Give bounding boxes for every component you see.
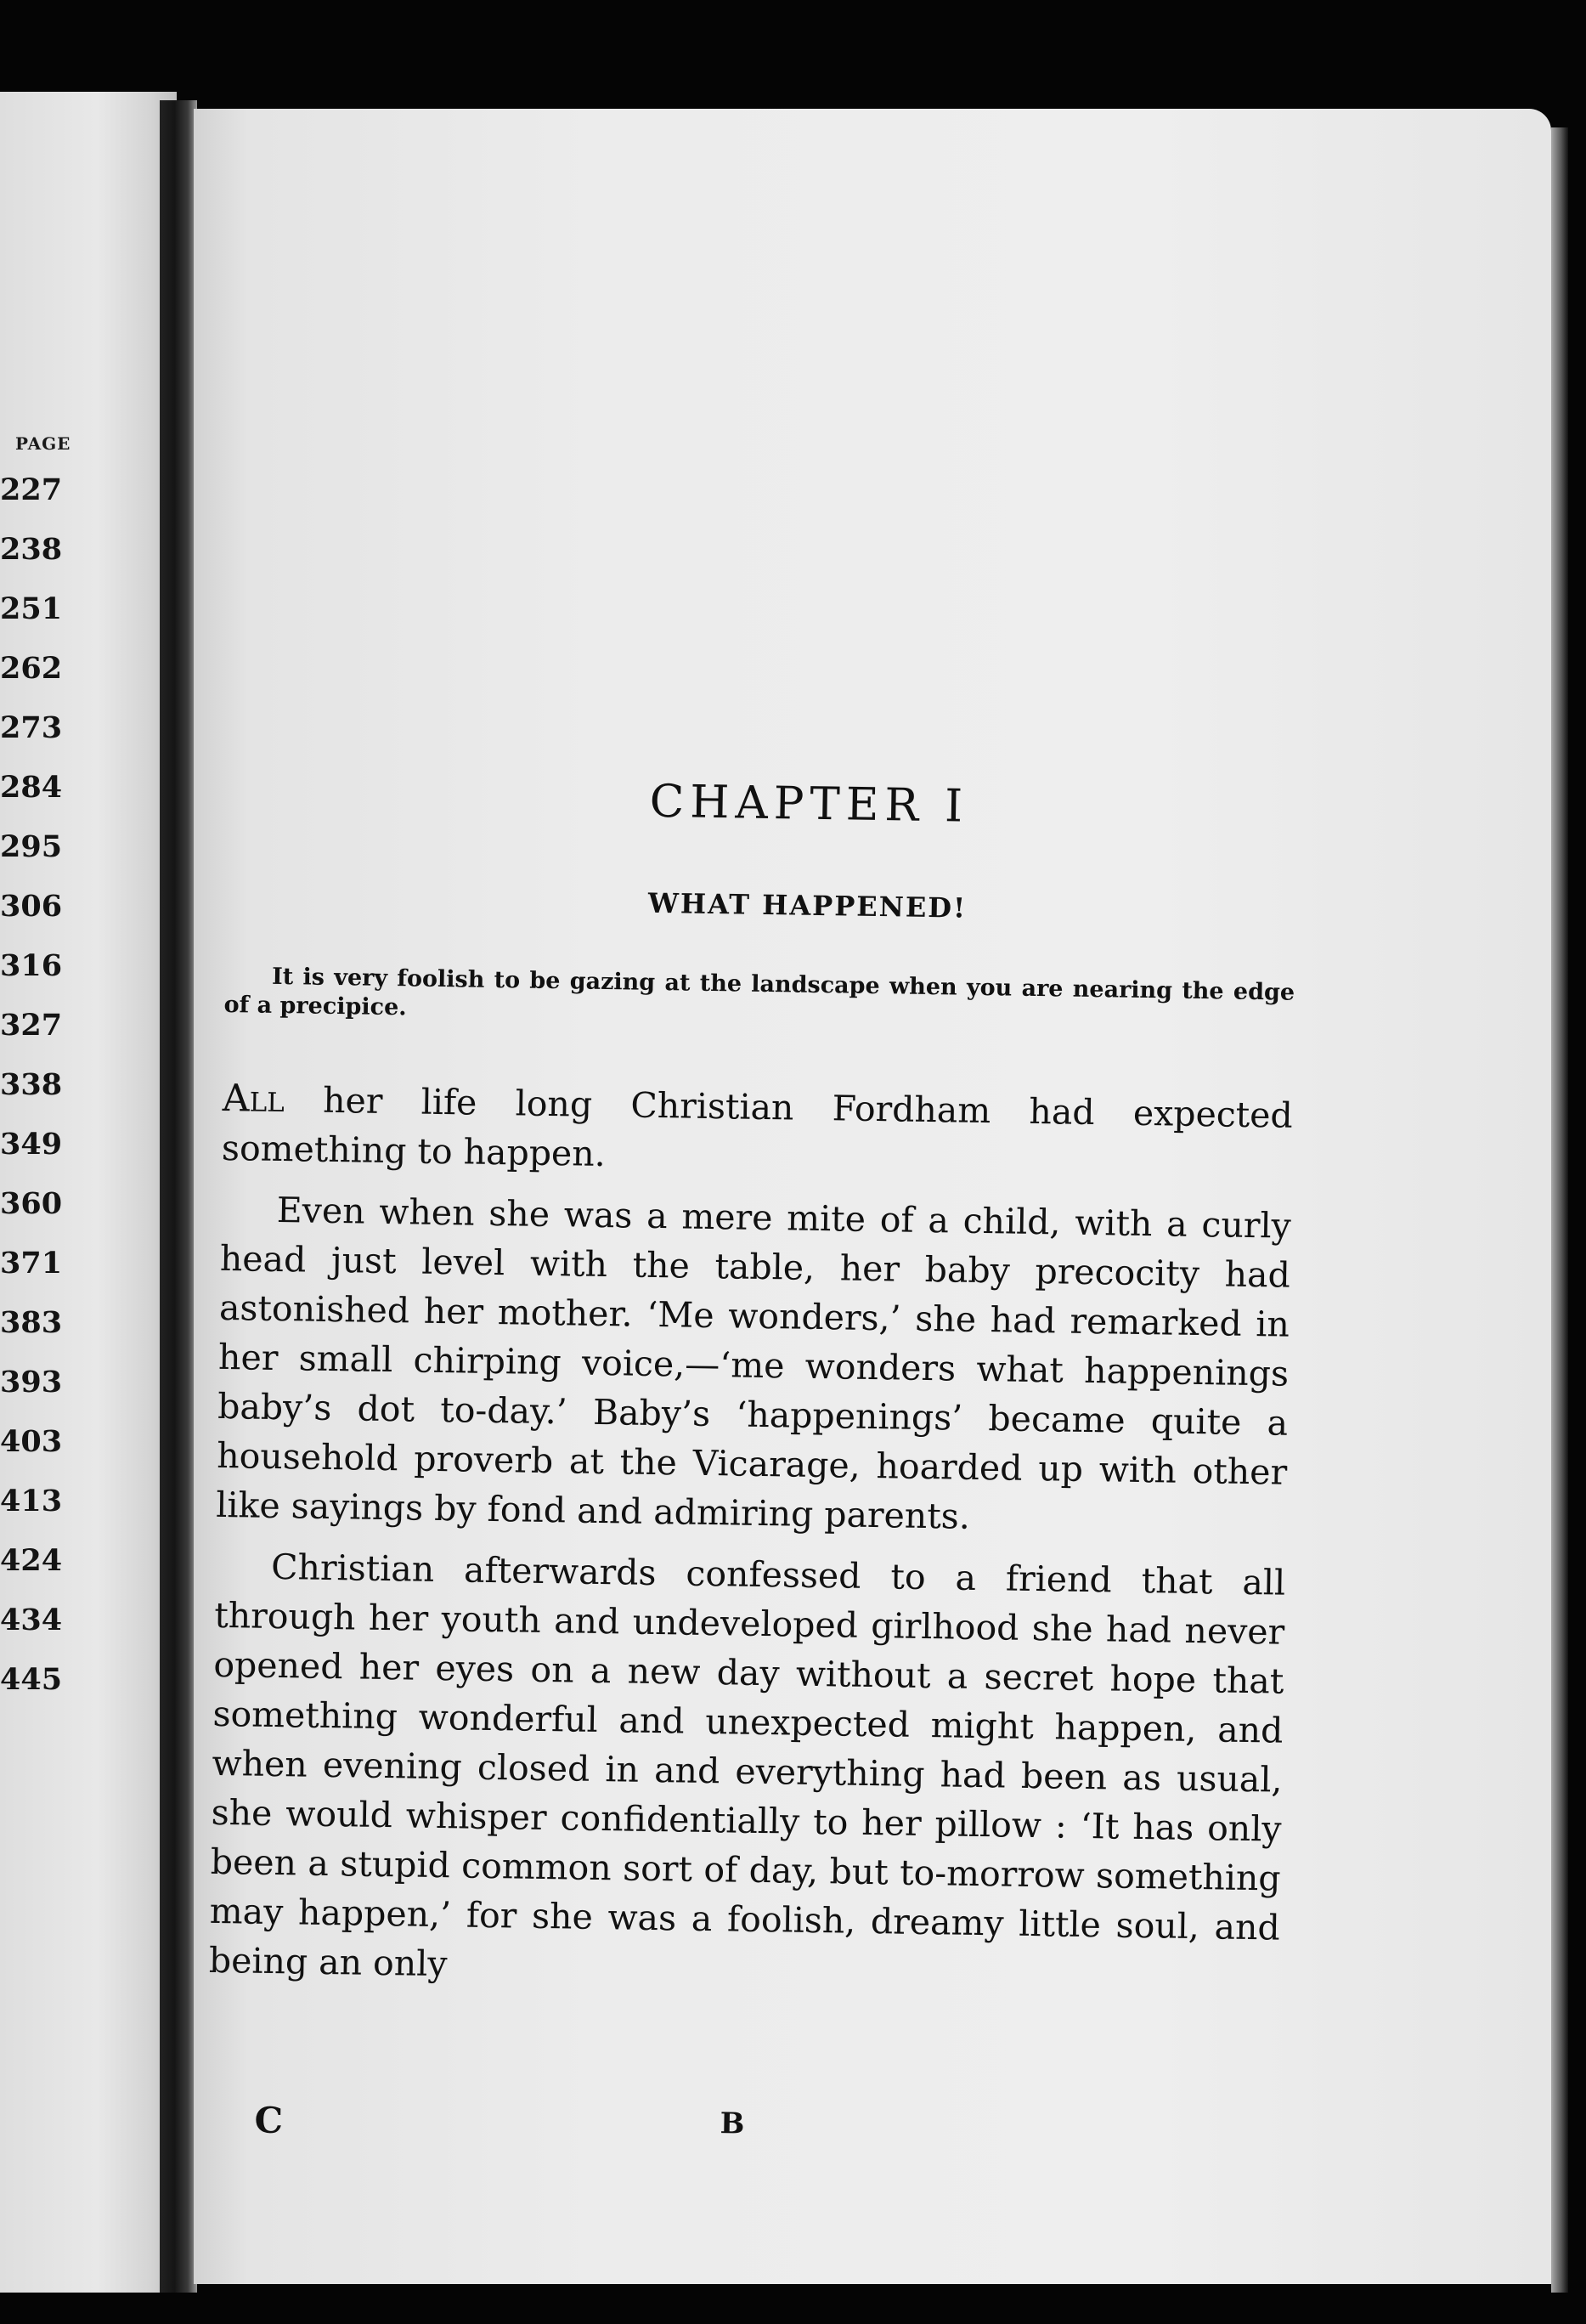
contents-page-number: 306 bbox=[0, 889, 63, 924]
page-number-list bbox=[0, 469, 62, 1718]
contents-page-number: 227 bbox=[0, 472, 63, 507]
footer-mark: C bbox=[254, 2099, 284, 2142]
contents-page-number: 295 bbox=[0, 829, 63, 864]
book-gutter bbox=[160, 100, 197, 2293]
contents-page-number: 262 bbox=[0, 651, 63, 686]
contents-page-number: 424 bbox=[0, 1543, 63, 1578]
contents-page-number: 434 bbox=[0, 1603, 63, 1637]
chapter-epigraph: It is very foolish to be gazing at the landscape when you are nearing the edge of a precipice. bbox=[223, 963, 1295, 1021]
contents-page-number: 284 bbox=[0, 770, 63, 805]
chapter-title: WHAT HAPPENED! bbox=[647, 886, 968, 925]
paragraph: Even when she was a mere mite of a child, with a curly head just level with the table, her baby precocity had astonished her mother. ‘Me wonders,’ she had remarked in her small chirping voice,—‘me wonders what happenings baby’s dot to-day.’ Baby’s ‘happenings’ became quite a household proverb at the Vicarage, hoarded up with other like sayings by fond and admiring parents. bbox=[216, 1189, 1292, 1537]
contents-page-number: 338 bbox=[0, 1067, 63, 1102]
paragraph-text: her life long Christian Fordham had expected something to happen. bbox=[221, 1079, 1294, 1175]
contents-page-number: 371 bbox=[0, 1246, 63, 1281]
contents-page-number: 360 bbox=[0, 1186, 63, 1221]
contents-page-number: 238 bbox=[0, 532, 63, 567]
paragraph-lead-word: All bbox=[222, 1076, 285, 1122]
contents-page-number: 445 bbox=[0, 1662, 63, 1697]
contents-page-number: 251 bbox=[0, 591, 63, 626]
contents-page-number: 383 bbox=[0, 1305, 63, 1340]
page-edge-shadow bbox=[1551, 127, 1568, 2293]
chapter-heading: CHAPTER I bbox=[649, 775, 969, 833]
paragraph bbox=[222, 1074, 1294, 1190]
paragraph: Christian afterwards confessed to a friend that all through her youth and undeveloped girlhood she had never opened her eyes on a new day without a secret hope that something wonderful and unexpected might happen, and when evening closed in and everything had been as usual, she would whisper confidentially to her pillow : ‘It has only been a stupid common sort of day, but to-morrow something may happen,’ for she was a foolish, dreamy little soul, and being an only bbox=[208, 1546, 1286, 1985]
facing-contents-page bbox=[0, 92, 177, 2293]
contents-page-number: 349 bbox=[0, 1127, 63, 1162]
signature-mark: B bbox=[720, 2106, 745, 2141]
page-text-block bbox=[208, 769, 1298, 2014]
contents-page-number: 393 bbox=[0, 1365, 63, 1399]
page-column-label: PAGE bbox=[15, 433, 71, 454]
contents-page-number: 273 bbox=[0, 710, 63, 745]
contents-page-number: 413 bbox=[0, 1484, 63, 1518]
contents-page-number: 316 bbox=[0, 948, 63, 983]
contents-page-number: 327 bbox=[0, 1008, 63, 1043]
contents-page-number: 403 bbox=[0, 1424, 63, 1459]
